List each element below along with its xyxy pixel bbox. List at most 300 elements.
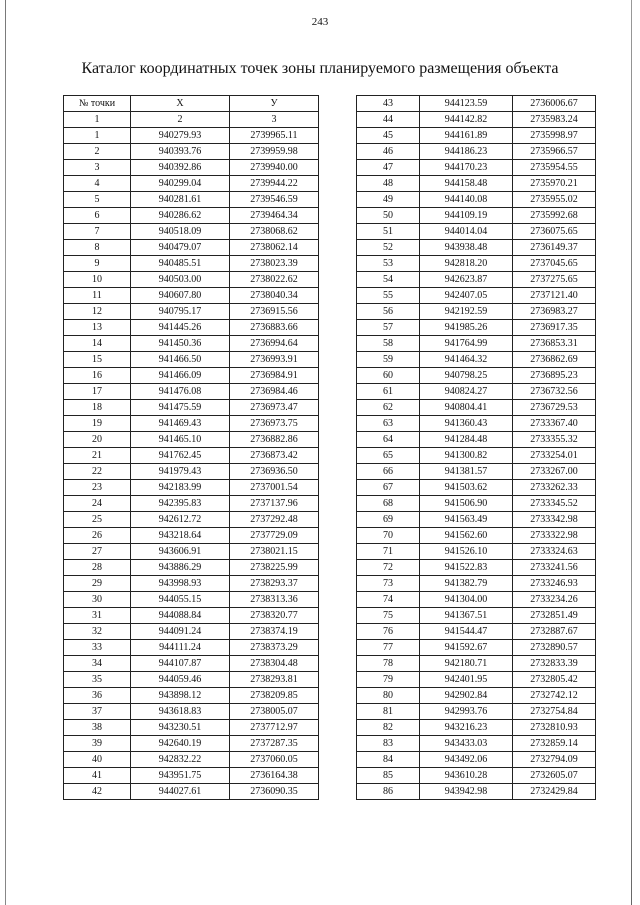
x-coordinate-cell: 941367.51	[420, 608, 513, 624]
table-row	[64, 576, 319, 592]
table-row	[357, 384, 596, 400]
point-number-cell: 80	[357, 688, 420, 704]
point-number-cell: 69	[357, 512, 420, 528]
column-number-cell: 1	[64, 112, 131, 128]
table-row	[64, 768, 319, 784]
table-row	[357, 208, 596, 224]
point-number-cell: 36	[64, 688, 131, 704]
point-number-cell: 57	[357, 320, 420, 336]
point-number-cell: 66	[357, 464, 420, 480]
column-numbering-row	[64, 112, 319, 128]
x-coordinate-cell: 941381.57	[420, 464, 513, 480]
x-coordinate-cell: 943230.51	[131, 720, 230, 736]
x-coordinate-cell: 942832.22	[131, 752, 230, 768]
x-coordinate-cell: 943898.12	[131, 688, 230, 704]
table-row	[357, 336, 596, 352]
point-number-cell: 54	[357, 272, 420, 288]
point-number-cell: 70	[357, 528, 420, 544]
x-coordinate-cell: 941382.79	[420, 576, 513, 592]
point-number-cell: 59	[357, 352, 420, 368]
table-row	[357, 704, 596, 720]
x-coordinate-cell: 941979.43	[131, 464, 230, 480]
x-coordinate-cell: 940795.17	[131, 304, 230, 320]
y-coordinate-cell: 2733342.98	[513, 512, 596, 528]
y-coordinate-cell: 2738005.07	[230, 704, 319, 720]
x-coordinate-cell: 942192.59	[420, 304, 513, 320]
table-row	[357, 624, 596, 640]
column-header-y: У	[230, 96, 319, 112]
x-coordinate-cell: 940607.80	[131, 288, 230, 304]
y-coordinate-cell: 2737292.48	[230, 512, 319, 528]
x-coordinate-cell: 940804.41	[420, 400, 513, 416]
point-number-cell: 11	[64, 288, 131, 304]
point-number-cell: 16	[64, 368, 131, 384]
y-coordinate-cell: 2738313.36	[230, 592, 319, 608]
x-coordinate-cell: 943951.75	[131, 768, 230, 784]
point-number-cell: 7	[64, 224, 131, 240]
table-row	[357, 160, 596, 176]
y-coordinate-cell: 2736732.56	[513, 384, 596, 400]
x-coordinate-cell: 943942.98	[420, 784, 513, 800]
table-row	[64, 144, 319, 160]
x-coordinate-cell: 940798.25	[420, 368, 513, 384]
x-coordinate-cell: 942401.95	[420, 672, 513, 688]
point-number-cell: 38	[64, 720, 131, 736]
y-coordinate-cell: 2736915.56	[230, 304, 319, 320]
point-number-cell: 42	[64, 784, 131, 800]
y-coordinate-cell: 2733324.63	[513, 544, 596, 560]
point-number-cell: 35	[64, 672, 131, 688]
point-number-cell: 9	[64, 256, 131, 272]
scan-edge-right	[631, 0, 632, 905]
coordinates-table-right	[356, 95, 596, 800]
table-row	[64, 288, 319, 304]
table-row	[357, 512, 596, 528]
x-coordinate-cell: 941985.26	[420, 320, 513, 336]
point-number-cell: 55	[357, 288, 420, 304]
point-number-cell: 39	[64, 736, 131, 752]
table-row	[357, 720, 596, 736]
y-coordinate-cell: 2738209.85	[230, 688, 319, 704]
table-row	[357, 448, 596, 464]
x-coordinate-cell: 941466.50	[131, 352, 230, 368]
y-coordinate-cell: 2732754.84	[513, 704, 596, 720]
table-row	[64, 688, 319, 704]
point-number-cell: 72	[357, 560, 420, 576]
x-coordinate-cell: 940485.51	[131, 256, 230, 272]
y-coordinate-cell: 2735955.02	[513, 192, 596, 208]
table-row	[357, 656, 596, 672]
coordinates-table-left	[63, 95, 319, 800]
y-coordinate-cell: 2735970.21	[513, 176, 596, 192]
point-number-cell: 18	[64, 400, 131, 416]
x-coordinate-cell: 944158.48	[420, 176, 513, 192]
y-coordinate-cell: 2739959.98	[230, 144, 319, 160]
x-coordinate-cell: 940286.62	[131, 208, 230, 224]
x-coordinate-cell: 944123.59	[420, 96, 513, 112]
column-number-cell: 3	[230, 112, 319, 128]
y-coordinate-cell: 2733254.01	[513, 448, 596, 464]
y-coordinate-cell: 2736853.31	[513, 336, 596, 352]
point-number-cell: 33	[64, 640, 131, 656]
table-row	[357, 608, 596, 624]
y-coordinate-cell: 2738040.34	[230, 288, 319, 304]
point-number-cell: 28	[64, 560, 131, 576]
point-number-cell: 68	[357, 496, 420, 512]
point-number-cell: 23	[64, 480, 131, 496]
point-number-cell: 50	[357, 208, 420, 224]
x-coordinate-cell: 941445.26	[131, 320, 230, 336]
table-row	[64, 592, 319, 608]
y-coordinate-cell: 2735992.68	[513, 208, 596, 224]
x-coordinate-cell: 943433.03	[420, 736, 513, 752]
table-row	[64, 240, 319, 256]
y-coordinate-cell: 2736973.47	[230, 400, 319, 416]
point-number-cell: 48	[357, 176, 420, 192]
table-row	[357, 224, 596, 240]
point-number-cell: 86	[357, 784, 420, 800]
x-coordinate-cell: 943610.28	[420, 768, 513, 784]
table-row	[357, 112, 596, 128]
x-coordinate-cell: 943618.83	[131, 704, 230, 720]
table-row	[64, 400, 319, 416]
table-row	[357, 352, 596, 368]
table-row	[64, 160, 319, 176]
point-number-cell: 25	[64, 512, 131, 528]
point-number-cell: 26	[64, 528, 131, 544]
y-coordinate-cell: 2737729.09	[230, 528, 319, 544]
x-coordinate-cell: 944055.15	[131, 592, 230, 608]
x-coordinate-cell: 943606.91	[131, 544, 230, 560]
x-coordinate-cell: 944186.23	[420, 144, 513, 160]
table-row	[357, 272, 596, 288]
point-number-cell: 67	[357, 480, 420, 496]
x-coordinate-cell: 944059.46	[131, 672, 230, 688]
y-coordinate-cell: 2733355.32	[513, 432, 596, 448]
table-row	[64, 752, 319, 768]
point-number-cell: 32	[64, 624, 131, 640]
point-number-cell: 13	[64, 320, 131, 336]
x-coordinate-cell: 943216.23	[420, 720, 513, 736]
table-row	[64, 720, 319, 736]
table-row	[64, 304, 319, 320]
point-number-cell: 60	[357, 368, 420, 384]
table-row	[357, 768, 596, 784]
x-coordinate-cell: 942640.19	[131, 736, 230, 752]
x-coordinate-cell: 941360.43	[420, 416, 513, 432]
table-row	[64, 736, 319, 752]
point-number-cell: 34	[64, 656, 131, 672]
point-number-cell: 61	[357, 384, 420, 400]
table-row	[357, 368, 596, 384]
point-number-cell: 74	[357, 592, 420, 608]
y-coordinate-cell: 2737137.96	[230, 496, 319, 512]
y-coordinate-cell: 2736164.38	[230, 768, 319, 784]
y-coordinate-cell: 2736882.86	[230, 432, 319, 448]
y-coordinate-cell: 2733241.56	[513, 560, 596, 576]
y-coordinate-cell: 2738304.48	[230, 656, 319, 672]
y-coordinate-cell: 2738293.81	[230, 672, 319, 688]
y-coordinate-cell: 2736936.50	[230, 464, 319, 480]
x-coordinate-cell: 943886.29	[131, 560, 230, 576]
point-number-cell: 12	[64, 304, 131, 320]
x-coordinate-cell: 941450.36	[131, 336, 230, 352]
x-coordinate-cell: 944142.82	[420, 112, 513, 128]
point-number-cell: 24	[64, 496, 131, 512]
point-number-cell: 45	[357, 128, 420, 144]
table-row	[64, 176, 319, 192]
y-coordinate-cell: 2737001.54	[230, 480, 319, 496]
x-coordinate-cell: 942993.76	[420, 704, 513, 720]
point-number-cell: 82	[357, 720, 420, 736]
column-header-point-number: № точки	[64, 96, 131, 112]
y-coordinate-cell: 2739944.22	[230, 176, 319, 192]
y-coordinate-cell: 2737275.65	[513, 272, 596, 288]
point-number-cell: 19	[64, 416, 131, 432]
y-coordinate-cell: 2737060.05	[230, 752, 319, 768]
x-coordinate-cell: 944107.87	[131, 656, 230, 672]
y-coordinate-cell: 2732833.39	[513, 656, 596, 672]
point-number-cell: 3	[64, 160, 131, 176]
point-number-cell: 44	[357, 112, 420, 128]
coordinates-body-left	[64, 128, 319, 800]
y-coordinate-cell: 2739546.59	[230, 192, 319, 208]
point-number-cell: 83	[357, 736, 420, 752]
x-coordinate-cell: 942623.87	[420, 272, 513, 288]
table-row	[357, 544, 596, 560]
y-coordinate-cell: 2737045.65	[513, 256, 596, 272]
x-coordinate-cell: 941466.09	[131, 368, 230, 384]
x-coordinate-cell: 943938.48	[420, 240, 513, 256]
table-row	[64, 656, 319, 672]
x-coordinate-cell: 940279.93	[131, 128, 230, 144]
table-row	[357, 400, 596, 416]
table-row	[357, 736, 596, 752]
table-row	[357, 128, 596, 144]
table-row	[357, 672, 596, 688]
page-title: Каталог координатных точек зоны планируемого размещения объекта	[81, 60, 559, 77]
point-number-cell: 52	[357, 240, 420, 256]
y-coordinate-cell: 2732429.84	[513, 784, 596, 800]
point-number-cell: 31	[64, 608, 131, 624]
y-coordinate-cell: 2738022.62	[230, 272, 319, 288]
y-coordinate-cell: 2733234.26	[513, 592, 596, 608]
x-coordinate-cell: 941592.67	[420, 640, 513, 656]
point-number-cell: 40	[64, 752, 131, 768]
y-coordinate-cell: 2738062.14	[230, 240, 319, 256]
y-coordinate-cell: 2739940.00	[230, 160, 319, 176]
x-coordinate-cell: 940503.00	[131, 272, 230, 288]
x-coordinate-cell: 941562.60	[420, 528, 513, 544]
x-coordinate-cell: 943492.06	[420, 752, 513, 768]
x-coordinate-cell: 940824.27	[420, 384, 513, 400]
table-row	[64, 640, 319, 656]
table-row	[357, 240, 596, 256]
table-row	[64, 624, 319, 640]
point-number-cell: 6	[64, 208, 131, 224]
point-number-cell: 15	[64, 352, 131, 368]
point-number-cell: 62	[357, 400, 420, 416]
y-coordinate-cell: 2736883.66	[230, 320, 319, 336]
x-coordinate-cell: 940299.04	[131, 176, 230, 192]
x-coordinate-cell: 944014.04	[420, 224, 513, 240]
table-row	[357, 688, 596, 704]
table-row	[64, 512, 319, 528]
x-coordinate-cell: 941300.82	[420, 448, 513, 464]
table-row	[64, 320, 319, 336]
table-row	[64, 704, 319, 720]
x-coordinate-cell: 941469.43	[131, 416, 230, 432]
x-coordinate-cell: 941465.10	[131, 432, 230, 448]
x-coordinate-cell: 940479.07	[131, 240, 230, 256]
x-coordinate-cell: 941563.49	[420, 512, 513, 528]
y-coordinate-cell: 2736983.27	[513, 304, 596, 320]
table-row	[357, 592, 596, 608]
y-coordinate-cell: 2736973.75	[230, 416, 319, 432]
x-coordinate-cell: 944109.19	[420, 208, 513, 224]
point-number-cell: 41	[64, 768, 131, 784]
x-coordinate-cell: 943218.64	[131, 528, 230, 544]
table-row	[357, 416, 596, 432]
point-number-cell: 75	[357, 608, 420, 624]
y-coordinate-cell: 2737712.97	[230, 720, 319, 736]
point-number-cell: 81	[357, 704, 420, 720]
x-coordinate-cell: 941475.59	[131, 400, 230, 416]
table-row	[64, 448, 319, 464]
y-coordinate-cell: 2735983.24	[513, 112, 596, 128]
x-coordinate-cell: 941464.32	[420, 352, 513, 368]
y-coordinate-cell: 2736984.46	[230, 384, 319, 400]
y-coordinate-cell: 2736006.67	[513, 96, 596, 112]
point-number-cell: 63	[357, 416, 420, 432]
table-row	[357, 560, 596, 576]
point-number-cell: 84	[357, 752, 420, 768]
point-number-cell: 8	[64, 240, 131, 256]
table-row	[357, 96, 596, 112]
x-coordinate-cell: 941522.83	[420, 560, 513, 576]
table-row	[64, 256, 319, 272]
point-number-cell: 4	[64, 176, 131, 192]
point-number-cell: 43	[357, 96, 420, 112]
table-row	[357, 304, 596, 320]
table-row	[357, 528, 596, 544]
point-number-cell: 22	[64, 464, 131, 480]
x-coordinate-cell: 941764.99	[420, 336, 513, 352]
table-row	[357, 576, 596, 592]
point-number-cell: 14	[64, 336, 131, 352]
table-row	[64, 432, 319, 448]
table-row	[64, 544, 319, 560]
column-number-cell: 2	[131, 112, 230, 128]
y-coordinate-cell: 2732794.09	[513, 752, 596, 768]
y-coordinate-cell: 2732890.57	[513, 640, 596, 656]
table-row	[64, 608, 319, 624]
y-coordinate-cell: 2735954.55	[513, 160, 596, 176]
y-coordinate-cell: 2736895.23	[513, 368, 596, 384]
y-coordinate-cell: 2732851.49	[513, 608, 596, 624]
x-coordinate-cell: 944091.24	[131, 624, 230, 640]
table-row	[64, 560, 319, 576]
table-row	[357, 464, 596, 480]
point-number-cell: 79	[357, 672, 420, 688]
x-coordinate-cell: 944027.61	[131, 784, 230, 800]
table-row	[357, 144, 596, 160]
column-header-x: X	[131, 96, 230, 112]
y-coordinate-cell: 2736873.42	[230, 448, 319, 464]
point-number-cell: 58	[357, 336, 420, 352]
x-coordinate-cell: 943998.93	[131, 576, 230, 592]
point-number-cell: 65	[357, 448, 420, 464]
y-coordinate-cell: 2738374.19	[230, 624, 319, 640]
y-coordinate-cell: 2736993.91	[230, 352, 319, 368]
x-coordinate-cell: 940393.76	[131, 144, 230, 160]
y-coordinate-cell: 2739464.34	[230, 208, 319, 224]
point-number-cell: 29	[64, 576, 131, 592]
y-coordinate-cell: 2732605.07	[513, 768, 596, 784]
table-row	[357, 496, 596, 512]
y-coordinate-cell: 2732805.42	[513, 672, 596, 688]
y-coordinate-cell: 2736984.91	[230, 368, 319, 384]
point-number-cell: 76	[357, 624, 420, 640]
table-row	[357, 640, 596, 656]
y-coordinate-cell: 2736149.37	[513, 240, 596, 256]
x-coordinate-cell: 940281.61	[131, 192, 230, 208]
y-coordinate-cell: 2733267.00	[513, 464, 596, 480]
point-number-cell: 27	[64, 544, 131, 560]
table-row	[64, 224, 319, 240]
x-coordinate-cell: 942612.72	[131, 512, 230, 528]
x-coordinate-cell: 941304.00	[420, 592, 513, 608]
table-row	[64, 416, 319, 432]
point-number-cell: 5	[64, 192, 131, 208]
y-coordinate-cell: 2732810.93	[513, 720, 596, 736]
x-coordinate-cell: 940518.09	[131, 224, 230, 240]
point-number-cell: 2	[64, 144, 131, 160]
point-number-cell: 49	[357, 192, 420, 208]
table-row	[64, 672, 319, 688]
table-row	[357, 784, 596, 800]
point-number-cell: 47	[357, 160, 420, 176]
table-header-row	[64, 96, 319, 112]
table-row	[64, 384, 319, 400]
point-number-cell: 53	[357, 256, 420, 272]
table-row	[357, 432, 596, 448]
x-coordinate-cell: 942180.71	[420, 656, 513, 672]
x-coordinate-cell: 942818.20	[420, 256, 513, 272]
point-number-cell: 30	[64, 592, 131, 608]
x-coordinate-cell: 941762.45	[131, 448, 230, 464]
point-number-cell: 46	[357, 144, 420, 160]
y-coordinate-cell: 2733322.98	[513, 528, 596, 544]
y-coordinate-cell: 2738023.39	[230, 256, 319, 272]
table-row	[357, 320, 596, 336]
x-coordinate-cell: 941506.90	[420, 496, 513, 512]
x-coordinate-cell: 942183.99	[131, 480, 230, 496]
table-row	[64, 368, 319, 384]
table-row	[64, 208, 319, 224]
point-number-cell: 71	[357, 544, 420, 560]
y-coordinate-cell: 2732742.12	[513, 688, 596, 704]
table-row	[64, 352, 319, 368]
y-coordinate-cell: 2736994.64	[230, 336, 319, 352]
y-coordinate-cell: 2738293.37	[230, 576, 319, 592]
y-coordinate-cell: 2737287.35	[230, 736, 319, 752]
table-row	[64, 128, 319, 144]
x-coordinate-cell: 941526.10	[420, 544, 513, 560]
y-coordinate-cell: 2732887.67	[513, 624, 596, 640]
point-number-cell: 20	[64, 432, 131, 448]
table-row	[64, 464, 319, 480]
